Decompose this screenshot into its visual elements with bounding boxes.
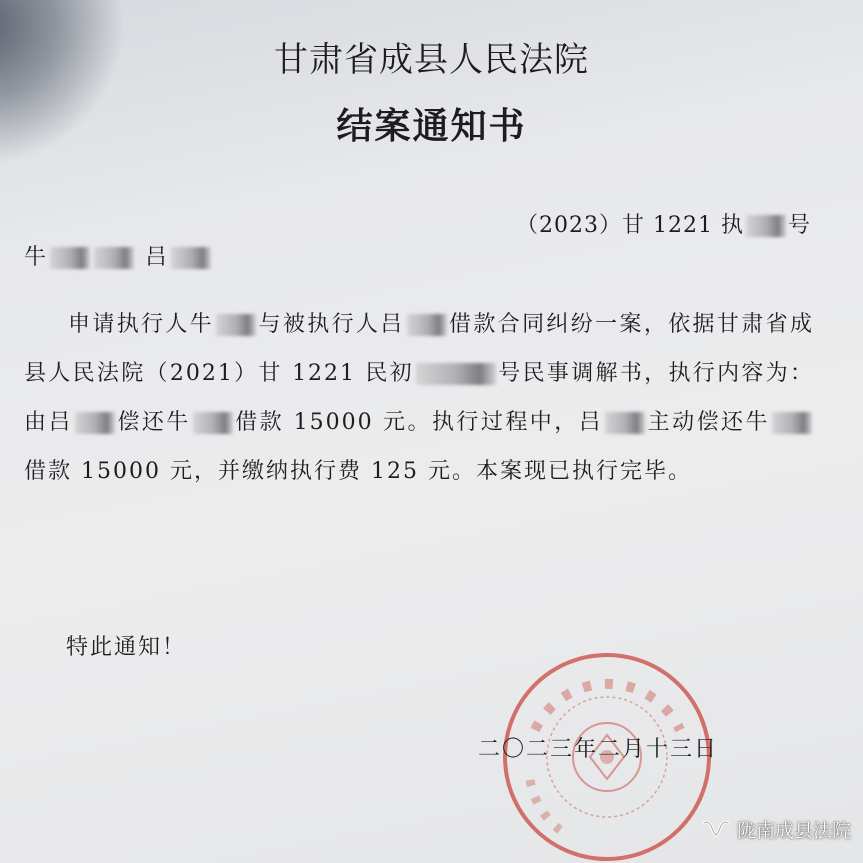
body-seg-6: 借款 15000 元。执行过程中，吕 xyxy=(234,410,604,435)
notice-body xyxy=(24,300,814,496)
case-number-prefix: （2023）甘 1221 执 xyxy=(516,213,744,238)
body-seg-4: 号民事调解书，执行内容为：由吕 xyxy=(24,361,814,435)
body-seg-2: 与被执行人吕 xyxy=(258,312,405,337)
issue-date: 二〇二三年二月十三日 xyxy=(478,737,719,762)
body-seg-1: 申请执行人牛 xyxy=(68,312,215,337)
parties-line xyxy=(24,240,213,271)
party-2: 吕 xyxy=(145,245,170,270)
redacted-block xyxy=(605,412,645,434)
redacted-block xyxy=(216,314,256,336)
wechat-channel-icon xyxy=(701,817,731,843)
redacted-block xyxy=(94,247,134,269)
case-number xyxy=(516,208,811,239)
redacted-block xyxy=(171,247,211,269)
account-watermark xyxy=(701,816,851,843)
court-name: 甘肃省成县人民法院 xyxy=(274,40,589,80)
body-seg-5: 偿还牛 xyxy=(116,410,191,435)
redacted-block xyxy=(75,412,115,434)
redacted-block xyxy=(772,412,812,434)
body-seg-3: 借款合同纠纷一案，依据甘肃省成县人民法院（2021）甘 1221 民初 xyxy=(24,312,814,386)
redacted-block xyxy=(746,215,786,237)
watermark-text: 陇南成县法院 xyxy=(736,820,851,842)
document-title: 结案通知书 xyxy=(336,106,527,147)
party-1: 牛 xyxy=(24,245,49,270)
redacted-block xyxy=(50,247,90,269)
body-seg-8: 借款 15000 元，并缴纳执行费 125 元。本案现已执行完毕。 xyxy=(24,459,692,484)
body-seg-7: 主动偿还牛 xyxy=(647,410,770,435)
case-number-suffix: 号 xyxy=(787,213,811,238)
redacted-block xyxy=(193,412,233,434)
redacted-block xyxy=(416,363,496,385)
redacted-block xyxy=(407,314,447,336)
closing-line: 特此通知！ xyxy=(66,635,187,660)
